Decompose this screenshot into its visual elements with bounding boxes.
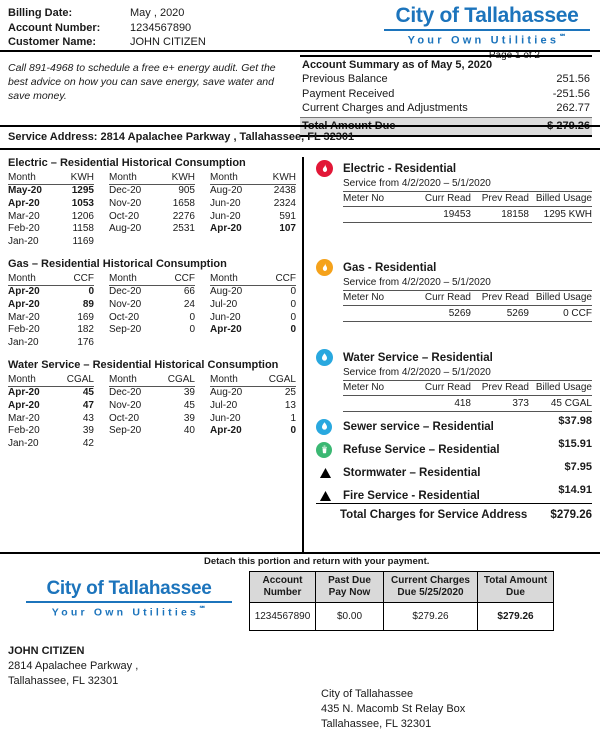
- service-period: Service from 4/2/2020 – 5/1/2020: [343, 178, 491, 189]
- stub-col-header: Total Amount Due: [478, 572, 554, 603]
- meter-table-header: [343, 380, 592, 396]
- consumption-row: [8, 185, 94, 198]
- charge-items: [316, 415, 592, 507]
- summary-row: [302, 87, 590, 102]
- gas-icon: [316, 259, 333, 276]
- customer-name-value: JOHN CITIZEN: [130, 36, 206, 48]
- value-cell: 45: [183, 399, 195, 411]
- value-cell: 42: [82, 438, 94, 450]
- unit-header: CCF: [275, 272, 296, 284]
- billing-date-label: Billing Date:: [8, 7, 73, 19]
- consumption-row: [8, 387, 94, 400]
- summary-row: [302, 101, 590, 116]
- stub-service-mark: ℠: [199, 606, 207, 613]
- consumption-row: [109, 324, 195, 337]
- stormwater-icon: [316, 466, 334, 480]
- consumption-column: [8, 272, 94, 350]
- consumption-table: [8, 258, 296, 350]
- meter-col-header: Curr Read: [424, 193, 471, 204]
- summary-row-label: Previous Balance: [302, 73, 388, 85]
- unit-header: CGAL: [167, 373, 195, 385]
- stub-col-header: Account Number: [250, 572, 316, 603]
- total-charges-label: Total Charges for Service Address: [340, 509, 528, 521]
- account-number-label: Account Number:: [8, 21, 101, 34]
- consumption-row: [210, 413, 296, 426]
- meter-col-header: Prev Read: [481, 193, 529, 204]
- service-period: Service from 4/2/2020 – 5/1/2020: [343, 367, 491, 378]
- unit-header: CCF: [174, 272, 195, 284]
- unit-header: KWH: [272, 172, 296, 183]
- remit-line3: Tallahassee, FL 32301: [321, 718, 432, 730]
- consumption-row: [210, 223, 296, 236]
- billing-date-value: May , 2020: [130, 7, 185, 19]
- consumption-row: [210, 286, 296, 299]
- column-divider: [302, 157, 304, 552]
- consumption-row: [8, 211, 94, 224]
- customer-mailing-block: [8, 644, 138, 689]
- detach-instruction: Detach this portion and return with your payment.: [204, 556, 430, 567]
- value-cell: 25: [284, 386, 296, 398]
- consumption-row: [210, 299, 296, 312]
- month-cell: Feb-20: [8, 425, 40, 437]
- stub-logo-subtitle-text: Your Own Utilities: [51, 606, 200, 619]
- month-cell: Apr-20: [210, 425, 242, 437]
- meter-value: [343, 306, 405, 321]
- consumption-row: [109, 185, 195, 198]
- value-cell: 0: [189, 324, 195, 336]
- month-cell: Apr-20: [210, 223, 242, 235]
- consumption-row: [8, 425, 94, 438]
- service-section-header: [316, 160, 592, 177]
- charge-label: Fire Service - Residential: [343, 489, 480, 502]
- customer-name-label: Customer Name:: [8, 36, 97, 48]
- month-cell: Nov-20: [109, 197, 142, 209]
- summary-row-value: -251.56: [552, 87, 590, 100]
- logo-title: City of Tallahassee: [384, 4, 590, 31]
- charge-label: Refuse Service – Residential: [343, 443, 500, 456]
- meter-table-values: [343, 207, 592, 223]
- value-cell: 47: [82, 399, 94, 411]
- meter-col-header: Curr Read: [424, 382, 471, 393]
- value-cell: 2531: [172, 223, 195, 235]
- month-header: Month: [210, 172, 238, 183]
- value-cell: 107: [279, 223, 296, 235]
- service-mark: ℠: [559, 34, 567, 41]
- value-cell: 1158: [72, 223, 94, 235]
- meter-value: 0 CCF: [563, 308, 592, 319]
- month-cell: Oct-20: [109, 412, 140, 424]
- month-cell: Oct-20: [109, 210, 140, 222]
- meter-table: [343, 191, 592, 223]
- month-cell: May-20: [8, 185, 42, 196]
- charge-item: [316, 438, 592, 461]
- stub-value: $279.26: [384, 603, 478, 631]
- month-cell: Mar-20: [8, 412, 40, 424]
- value-cell: 39: [183, 386, 195, 398]
- charge-amount: $14.91: [558, 484, 592, 496]
- consumption-columns: [8, 373, 296, 451]
- value-cell: 66: [183, 285, 195, 297]
- consumption-column-header: [210, 373, 296, 387]
- consumption-column-header: [210, 171, 296, 185]
- meter-value: 418: [454, 398, 471, 409]
- consumption-column: [210, 171, 296, 249]
- value-cell: 13: [284, 399, 296, 411]
- month-cell: Sep-20: [109, 324, 142, 336]
- value-cell: 2276: [172, 210, 195, 222]
- water-icon: [316, 349, 333, 366]
- meter-col-header: Billed Usage: [535, 193, 592, 204]
- month-cell: Jul-20: [210, 298, 238, 310]
- charge-item: [316, 415, 592, 438]
- month-cell: Nov-20: [109, 399, 142, 411]
- consumption-row: [109, 425, 195, 438]
- consumption-column-header: [8, 373, 94, 387]
- consumption-column: [210, 373, 296, 451]
- value-cell: 1: [290, 412, 296, 424]
- consumption-column: [8, 373, 94, 451]
- consumption-table-title: Gas – Residential Historical Consumption: [8, 257, 227, 270]
- bill-header-fields: [8, 6, 206, 50]
- consumption-column: [8, 171, 94, 249]
- account-number-value: 1234567890: [130, 21, 192, 34]
- unit-header: KWH: [171, 172, 195, 183]
- consumption-row: [8, 400, 94, 413]
- service-period: Service from 4/2/2020 – 5/1/2020: [343, 277, 491, 288]
- value-cell: 176: [77, 337, 94, 349]
- charge-amount: $7.95: [564, 461, 592, 473]
- value-cell: 89: [82, 298, 94, 310]
- month-cell: Apr-20: [8, 298, 40, 310]
- consumption-row: [109, 299, 195, 312]
- consumption-row: [109, 413, 195, 426]
- meter-col-header: Meter No: [343, 193, 385, 204]
- total-amount-due-value: $ 279.26: [547, 119, 590, 132]
- customer-address-line2: Tallahassee, FL 32301: [8, 675, 119, 687]
- unit-header: CCF: [73, 272, 94, 284]
- value-cell: 1295: [71, 185, 94, 196]
- service-section-header: [316, 259, 592, 276]
- payment-stub-table: [249, 571, 554, 631]
- value-cell: 43: [82, 412, 94, 424]
- service-section: [316, 160, 592, 223]
- meter-value: 373: [512, 398, 529, 409]
- consumption-row: [8, 299, 94, 312]
- consumption-row: [210, 387, 296, 400]
- month-header: Month: [8, 172, 36, 183]
- consumption-row: [109, 198, 195, 211]
- meter-value: [343, 207, 405, 222]
- value-cell: 45: [82, 386, 94, 398]
- value-cell: 0: [290, 425, 296, 437]
- consumption-columns: [8, 171, 296, 249]
- summary-row-label: Current Charges and Adjustments: [302, 102, 468, 114]
- meter-value: [343, 396, 405, 411]
- value-cell: 0: [189, 311, 195, 323]
- month-cell: Jan-20: [8, 236, 39, 248]
- charge-item: [316, 461, 592, 484]
- consumption-row: [8, 312, 94, 325]
- company-logo: [384, 4, 590, 61]
- stub-col-header: Past Due Pay Now: [316, 572, 384, 603]
- charge-amount: $37.98: [558, 415, 592, 427]
- meter-value: 5269: [448, 308, 471, 319]
- stub-logo-title: City of Tallahassee: [26, 578, 232, 603]
- total-charges-value: $279.26: [550, 509, 592, 521]
- stub-value: 1234567890: [250, 603, 316, 631]
- page-number: Page 1 of 2: [488, 49, 540, 61]
- value-cell: 169: [77, 311, 94, 323]
- month-cell: Dec-20: [109, 285, 142, 297]
- service-address-underline: [0, 148, 600, 150]
- service-title: Electric - Residential: [343, 162, 457, 175]
- month-cell: Jan-20: [8, 438, 39, 450]
- meter-table-header: [343, 290, 592, 306]
- service-address-value: 2814 Apalachee Parkway , Tallahassee, FL 32301: [100, 131, 355, 143]
- stub-logo-subtitle: [26, 605, 232, 619]
- month-cell: Jun-20: [210, 412, 241, 424]
- consumption-row: [8, 337, 94, 350]
- value-cell: 39: [183, 412, 195, 424]
- month-cell: Dec-20: [109, 386, 142, 398]
- summary-row-value: 262.77: [556, 102, 590, 114]
- meter-value: 45 CGAL: [550, 398, 592, 409]
- consumption-table-title: Water Service – Residential Historical Consumption: [8, 358, 279, 371]
- summary-row-label: Payment Received: [302, 87, 395, 100]
- service-address: [8, 131, 354, 143]
- consumption-row: [109, 312, 195, 325]
- service-title: Water Service – Residential: [343, 351, 493, 364]
- stub-value: $0.00: [316, 603, 384, 631]
- consumption-column-header: [109, 373, 195, 387]
- consumption-row: [109, 387, 195, 400]
- stub-value: $279.26: [478, 603, 554, 631]
- month-cell: Sep-20: [109, 425, 142, 437]
- value-cell: 2438: [273, 185, 296, 196]
- service-section: [316, 259, 592, 322]
- meter-table-values: [343, 396, 592, 412]
- month-header: Month: [8, 373, 36, 385]
- header-divider-line: [0, 50, 600, 52]
- month-header: Month: [210, 373, 238, 385]
- consumption-row: [210, 185, 296, 198]
- consumption-column: [109, 171, 195, 249]
- month-header: Month: [210, 272, 238, 284]
- month-cell: Apr-20: [8, 285, 40, 297]
- consumption-table: [8, 157, 296, 249]
- month-cell: Mar-20: [8, 311, 40, 323]
- section-divider-line: [0, 125, 600, 127]
- month-cell: Mar-20: [8, 210, 40, 222]
- value-cell: 182: [77, 324, 94, 336]
- consumption-row: [210, 198, 296, 211]
- month-cell: Dec-20: [109, 185, 142, 196]
- value-cell: 0: [290, 324, 296, 336]
- meter-value: 1295 KWH: [543, 209, 592, 220]
- consumption-row: [8, 324, 94, 337]
- consumption-row: [210, 211, 296, 224]
- value-cell: 0: [88, 285, 94, 297]
- month-cell: Aug-20: [210, 285, 243, 297]
- value-cell: 24: [183, 298, 195, 310]
- consumption-row: [109, 286, 195, 299]
- logo-subtitle: [384, 33, 590, 47]
- value-cell: 40: [183, 425, 195, 437]
- charge-label: Sewer service – Residential: [343, 420, 494, 433]
- customer-address-line1: 2814 Apalachee Parkway ,: [8, 660, 139, 672]
- value-cell: 905: [178, 185, 195, 196]
- consumption-row: [109, 211, 195, 224]
- charge-label: Stormwater – Residential: [343, 466, 481, 479]
- month-cell: Feb-20: [8, 223, 40, 235]
- customer-name-row: [8, 35, 206, 50]
- consumption-row: [8, 198, 94, 211]
- unit-header: CGAL: [268, 373, 296, 385]
- summary-row-value: 251.56: [556, 73, 590, 85]
- consumption-column: [109, 272, 195, 350]
- stub-col-header: Current Charges Due 5/25/2020: [384, 572, 478, 603]
- value-cell: 39: [82, 425, 94, 437]
- electric-icon: [316, 160, 333, 177]
- consumption-tables: [8, 157, 296, 460]
- consumption-columns: [8, 272, 296, 350]
- meter-table: [343, 380, 592, 412]
- service-section: [316, 349, 592, 412]
- meter-col-header: Meter No: [343, 292, 385, 303]
- month-cell: Jun-20: [210, 311, 241, 323]
- meter-value: 18158: [501, 209, 529, 220]
- fire-service-icon: [316, 489, 334, 503]
- consumption-row: [210, 324, 296, 337]
- meter-value: 19453: [443, 209, 471, 220]
- month-cell: Jul-20: [210, 399, 238, 411]
- account-summary-rows: [300, 72, 592, 116]
- customer-name: JOHN CITIZEN: [8, 645, 85, 657]
- value-cell: 1169: [72, 236, 94, 248]
- unit-header: CGAL: [66, 373, 94, 385]
- value-cell: 1053: [71, 197, 94, 209]
- meter-col-header: Prev Read: [481, 292, 529, 303]
- service-section-header: [316, 349, 592, 366]
- month-cell: Apr-20: [210, 324, 242, 336]
- remit-address-block: [321, 687, 465, 732]
- value-cell: 1658: [172, 197, 195, 209]
- month-header: Month: [109, 373, 137, 385]
- remit-line2: 435 N. Macomb St Relay Box: [321, 703, 466, 715]
- consumption-row: [8, 236, 94, 249]
- month-cell: Oct-20: [109, 311, 140, 323]
- month-cell: Feb-20: [8, 324, 40, 336]
- sewer-icon: [316, 419, 332, 435]
- consumption-row: [8, 438, 94, 451]
- stub-company-logo: [26, 578, 232, 619]
- meter-table: [343, 290, 592, 322]
- consumption-table: [8, 359, 296, 451]
- value-cell: 2324: [273, 197, 296, 209]
- charge-amount: $15.91: [558, 438, 592, 450]
- consumption-column-header: [109, 171, 195, 185]
- consumption-row: [109, 400, 195, 413]
- value-cell: 0: [290, 298, 296, 310]
- meter-col-header: Curr Read: [424, 292, 471, 303]
- consumption-column-header: [210, 272, 296, 286]
- month-cell: Aug-20: [109, 223, 142, 235]
- consumption-row: [210, 312, 296, 325]
- meter-col-header: Billed Usage: [535, 292, 592, 303]
- month-cell: Aug-20: [210, 185, 243, 196]
- account-number-row: [8, 21, 206, 36]
- meter-table-values: [343, 306, 592, 322]
- month-cell: Jan-20: [8, 337, 39, 349]
- stub-header-row: [250, 572, 554, 603]
- consumption-row: [8, 413, 94, 426]
- consumption-column-header: [8, 272, 94, 286]
- billing-date-row: [8, 6, 206, 21]
- stub-divider-line: [0, 552, 600, 554]
- value-cell: 591: [279, 210, 296, 222]
- value-cell: 0: [290, 285, 296, 297]
- month-cell: Apr-20: [8, 386, 40, 398]
- meter-col-header: Prev Read: [481, 382, 529, 393]
- unit-header: KWH: [70, 172, 94, 183]
- month-cell: Apr-20: [8, 197, 40, 209]
- consumption-row: [210, 425, 296, 438]
- month-cell: Nov-20: [109, 298, 142, 310]
- refuse-icon: [316, 442, 332, 458]
- value-cell: 0: [290, 311, 296, 323]
- remit-line1: City of Tallahassee: [321, 688, 414, 700]
- service-title: Gas - Residential: [343, 261, 437, 274]
- meter-col-header: Billed Usage: [535, 382, 592, 393]
- stub-value-row: [250, 603, 554, 631]
- consumption-column-header: [109, 272, 195, 286]
- meter-table-header: [343, 191, 592, 207]
- month-header: Month: [8, 272, 36, 284]
- meter-col-header: Meter No: [343, 382, 385, 393]
- consumption-column: [109, 373, 195, 451]
- total-charges-row: [316, 503, 592, 521]
- consumption-row: [8, 223, 94, 236]
- consumption-row: [210, 400, 296, 413]
- promo-message: Call 891-4968 to schedule a free e+ energy audit. Get the best advice on how you can save energy, save water and save money.: [8, 62, 276, 102]
- month-cell: Jun-20: [210, 197, 241, 209]
- meter-value: 5269: [506, 308, 529, 319]
- month-header: Month: [109, 272, 137, 284]
- consumption-column: [210, 272, 296, 350]
- month-cell: Jun-20: [210, 210, 241, 222]
- consumption-row: [8, 286, 94, 299]
- logo-subtitle-text: Your Own Utilities: [407, 34, 560, 47]
- month-cell: Apr-20: [8, 399, 40, 411]
- value-cell: 1206: [71, 210, 94, 222]
- month-cell: Aug-20: [210, 386, 243, 398]
- service-address-label: Service Address:: [8, 131, 98, 143]
- account-summary-title: Account Summary as of May 5, 2020: [302, 59, 493, 71]
- consumption-column-header: [8, 171, 94, 185]
- month-header: Month: [109, 172, 137, 183]
- consumption-table-title: Electric – Residential Historical Consumption: [8, 157, 246, 169]
- consumption-row: [109, 223, 195, 236]
- summary-row: [302, 72, 590, 87]
- total-amount-due-label: Total Amount Due: [302, 119, 396, 132]
